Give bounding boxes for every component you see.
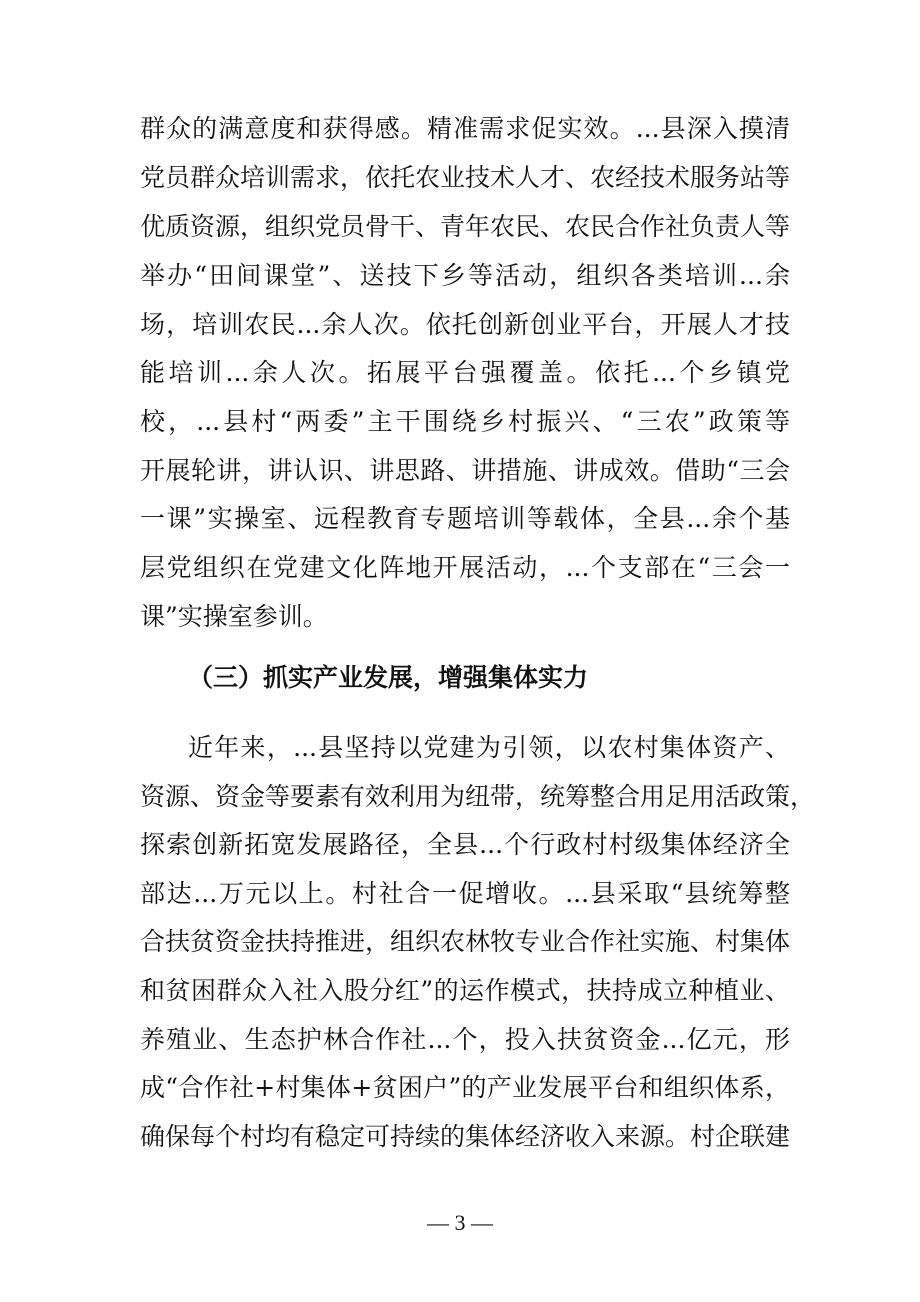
section-heading: （三）抓实产业发展，增强集体实力	[188, 663, 589, 692]
text-line: 能培训...余人次。拓展平台强覆盖。依托...个乡镇党	[140, 358, 790, 387]
text-line: 一课”实操室、远程教育专题培训等载体，全县...余个基	[140, 504, 790, 533]
text-line: 探索创新拓宽发展路径，全县...个行政村村级集体经济全	[140, 830, 790, 859]
text-line: 优质资源，组织党员骨干、青年农民、农民合作社负责人等	[140, 212, 791, 241]
page-number: — 3 —	[427, 1210, 493, 1235]
text-line: 养殖业、生态护林合作社...个，投入扶贫资金...亿元，形	[140, 1025, 790, 1054]
text-line: 资源、资金等要素有效利用为纽带，统筹整合用足用活政策，	[140, 782, 816, 811]
text-line: 场，培训农民...余人次。依托创新创业平台，开展人才技	[140, 310, 790, 339]
text-line: 确保每个村均有稳定可持续的集体经济收入来源。村企联建	[140, 1122, 791, 1151]
text-line: 群众的满意度和获得感。精准需求促实效。...县深入摸清	[140, 114, 790, 143]
text-line: 近年来，...县坚持以党建为引领，以农村集体资产、	[188, 733, 790, 762]
text-line: 和贫困群众入社入股分红”的运作模式，扶持成立种植业、	[140, 976, 790, 1005]
text-line: 举办“田间课堂”、送技下乡等活动，组织各类培训...余	[140, 261, 790, 290]
text-line: 课”实操室参训。	[140, 602, 328, 631]
text-line: 校，...县村“两委”主干围绕乡村振兴、“三农”政策等	[140, 407, 790, 436]
text-line: 部达...万元以上。村社合一促增收。...县采取“县统筹整	[140, 879, 790, 908]
text-line: 党员群众培训需求，依托农业技术人才、农经技术服务站等	[140, 163, 791, 192]
text-line: 合扶贫资金扶持推进，组织农林牧专业合作社实施、村集体	[140, 927, 791, 956]
text-line: 层党组织在党建文化阵地开展活动，...个支部在“三会一	[140, 553, 790, 582]
text-line: 成“合作社+村集体+贫困户”的产业发展平台和组织体系，	[140, 1073, 790, 1102]
text-line: 开展轮讲，讲认识、讲思路、讲措施、讲成效。借助“三会	[140, 456, 790, 485]
